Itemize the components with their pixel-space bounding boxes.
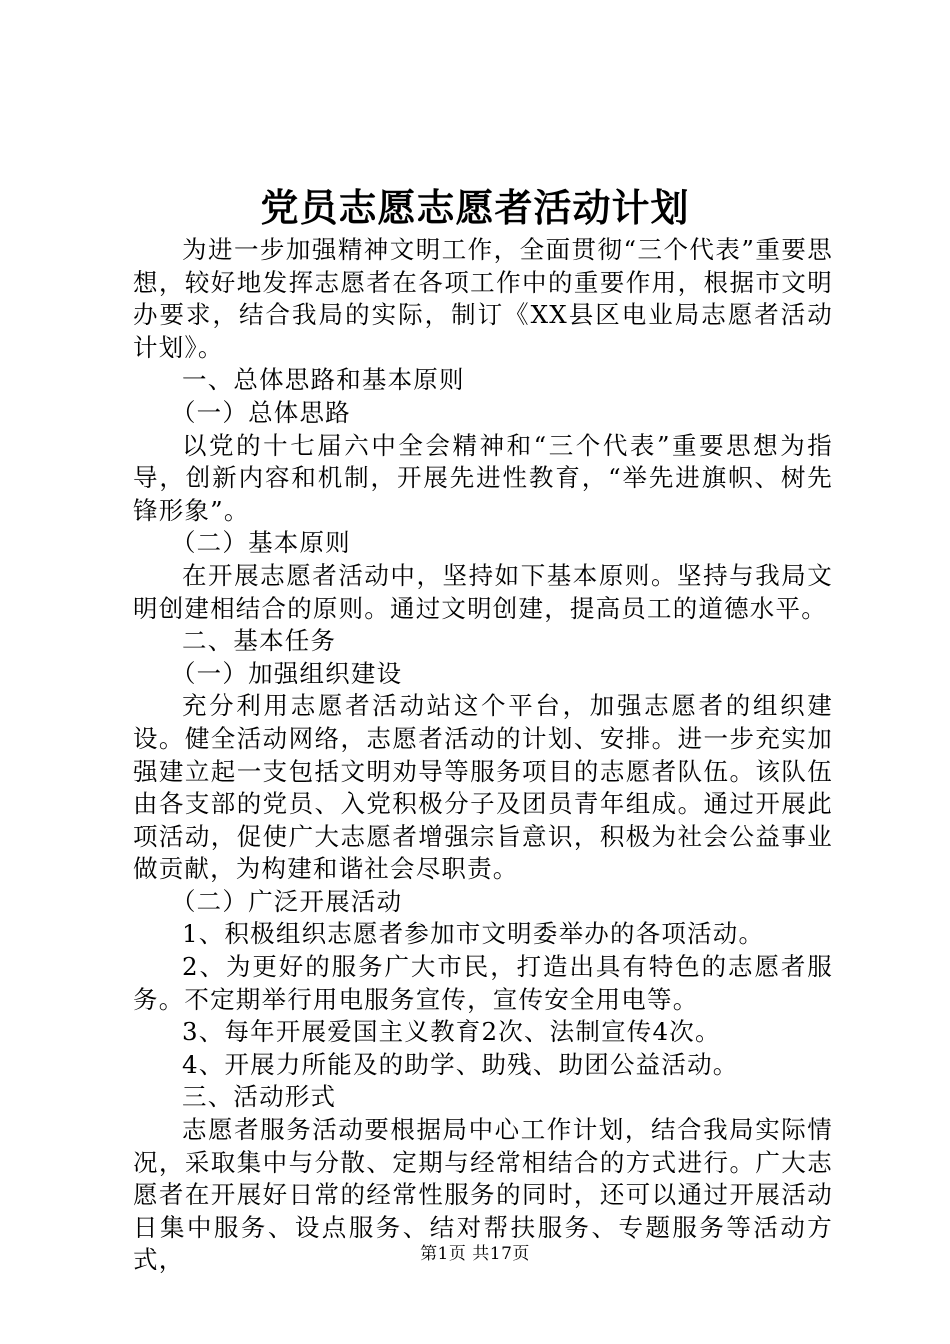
intro-paragraph: 为进一步加强精神文明工作，全面贯彻“三个代表”重要思想，较好地发挥志愿者在各项工作中的重要作用，根据市文明办要求，结合我局的实际，制订《XX县区电业局志愿者活动计划》。 xyxy=(133,235,833,362)
subsection-heading-2-2: （二）广泛开展活动 xyxy=(170,886,403,916)
list-item-3: 3、每年开展爱国主义教育2次、法制宣传4次。 xyxy=(182,1017,721,1047)
list-item-2: 2、为更好的服务广大市民，打造出具有特色的志愿者服务。不定期举行用电服务宣传，宣传安全用电等。 xyxy=(133,952,833,1014)
document-title: 党员志愿志愿者活动计划 xyxy=(260,185,690,230)
paragraph-organization: 充分利用志愿者活动站这个平台，加强志愿者的组织建设。健全活动网络，志愿者活动的计划、安排。进一步充实加强建立起一支包括文明劝导等服务项目的志愿者队伍。该队伍由各支部的党员、入党积极分子及团员青年组成。通过开展此项活动，促使广大志愿者增强宗旨意识，积极为社会公益事业做贡献，为构建和谐社会尽职责。 xyxy=(133,691,833,884)
list-item-4: 4、开展力所能及的助学、助残、助团公益活动。 xyxy=(182,1049,739,1079)
paragraph-activity-forms: 志愿者服务活动要根据局中心工作计划，结合我局实际情况，采取集中与分散、定期与经常相结合的方式进行。广大志愿者在开展好日常的经常性服务的同时，还可以通过开展活动日集中服务、设点服务、结对帮扶服务、专题服务等活动方式， xyxy=(133,1115,833,1275)
list-item-1: 1、积极组织志愿者参加市文明委举办的各项活动。 xyxy=(182,919,765,949)
subsection-heading-1-1: （一）总体思路 xyxy=(170,397,351,427)
subsection-heading-1-2: （二）基本原则 xyxy=(170,528,351,558)
paragraph-general-approach: 以党的十七届六中全会精神和“三个代表”重要思想为指导，创新内容和机制，开展先进性教育，“举先进旗帜、树先锋形象”。 xyxy=(133,430,833,525)
paragraph-basic-principles: 在开展志愿者活动中，坚持如下基本原则。坚持与我局文明创建相结合的原则。通过文明创建，提高员工的道德水平。 xyxy=(133,560,833,623)
page-number-footer: 第1页 共17页 xyxy=(420,1244,530,1264)
subsection-heading-2-1: （一）加强组织建设 xyxy=(170,658,403,688)
section-heading-2: 二、基本任务 xyxy=(182,626,337,656)
section-heading-3: 三、活动形式 xyxy=(182,1082,337,1112)
section-heading-1: 一、总体思路和基本原则 xyxy=(182,365,465,395)
document-body xyxy=(133,234,833,1277)
